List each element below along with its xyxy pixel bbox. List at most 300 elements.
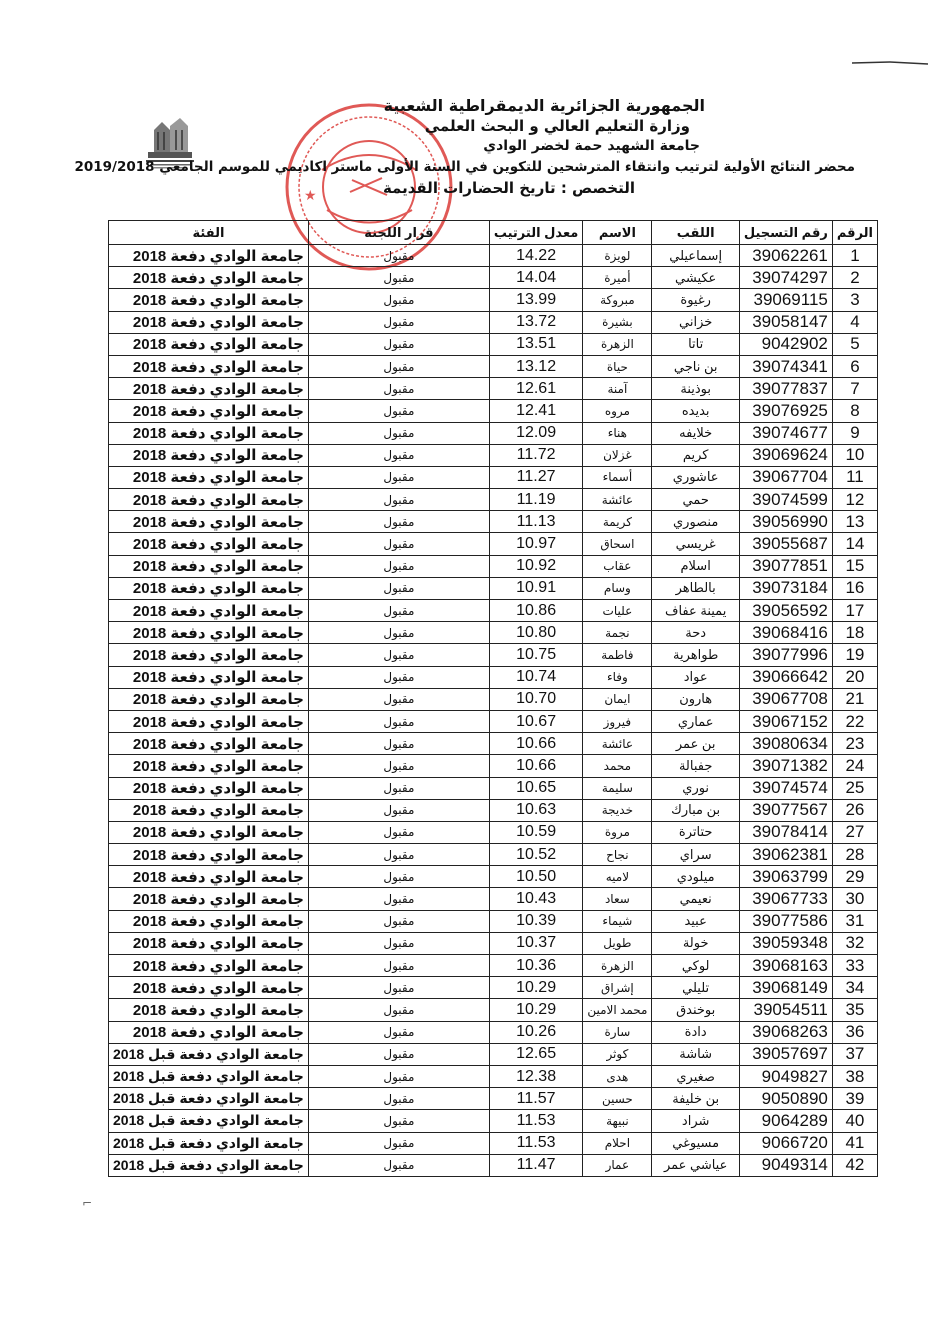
cell-category: جامعة الوادي دفعة 2018 [109, 311, 309, 333]
table-row [109, 355, 878, 377]
cell-first: فاطمة [583, 644, 652, 666]
cell-avg: 10.37 [489, 932, 582, 954]
cell-category: جامعة الوادي دفعة 2018 [109, 1021, 309, 1043]
cell-reg: 39057697 [739, 1043, 832, 1065]
cell-reg: 39074297 [739, 267, 832, 289]
table-row [109, 866, 878, 888]
cell-category: جامعة الوادي دفعة 2018 [109, 932, 309, 954]
cell-decision: مقبول [308, 866, 489, 888]
cell-first: وسام [583, 577, 652, 599]
cell-decision: مقبول [308, 400, 489, 422]
cell-first: عمار [583, 1154, 652, 1176]
cell-first: مبروكة [583, 289, 652, 311]
cell-first: مروه [583, 400, 652, 422]
cell-avg: 10.86 [489, 600, 582, 622]
cell-avg: 10.67 [489, 710, 582, 732]
university-title: جامعة الشهيد حمة لخضر الوادي [483, 138, 700, 154]
cell-last: عياشي عمر [652, 1154, 739, 1176]
table-row [109, 688, 878, 710]
cell-category: جامعة الوادي دفعة قبل 2018 [109, 1154, 309, 1176]
cell-avg: 10.29 [489, 977, 582, 999]
table-row [109, 444, 878, 466]
cell-reg: 39076925 [739, 400, 832, 422]
table-row [109, 400, 878, 422]
cell-category: جامعة الوادي دفعة 2018 [109, 955, 309, 977]
cell-num: 11 [832, 466, 877, 488]
document-title: محضر النتائج الأولية لترتيب وانتقاء المترشحين للتكوين في السنة الأولى ماستر اكاديمي للموسم الجامعي 2019/2018 [74, 159, 855, 175]
cell-avg: 11.57 [489, 1088, 582, 1110]
cell-first: حياة [583, 355, 652, 377]
cell-first: إشراق [583, 977, 652, 999]
table-row [109, 799, 878, 821]
cell-num: 8 [832, 400, 877, 422]
cell-category: جامعة الوادي دفعة 2018 [109, 577, 309, 599]
cell-num: 42 [832, 1154, 877, 1176]
table-row [109, 755, 878, 777]
cell-decision: مقبول [308, 733, 489, 755]
cell-last: اسلام [652, 555, 739, 577]
table-row [109, 600, 878, 622]
cell-decision: مقبول [308, 910, 489, 932]
cell-reg: 39067733 [739, 888, 832, 910]
cell-last: مسيوغي [652, 1132, 739, 1154]
cell-last: شاشة [652, 1043, 739, 1065]
cell-decision: مقبول [308, 888, 489, 910]
cell-category: جامعة الوادي دفعة 2018 [109, 422, 309, 444]
table-row [109, 466, 878, 488]
cell-decision: مقبول [308, 1154, 489, 1176]
cell-decision: مقبول [308, 932, 489, 954]
cell-reg: 39056990 [739, 511, 832, 533]
cell-decision: مقبول [308, 555, 489, 577]
cell-decision: مقبول [308, 600, 489, 622]
cell-num: 39 [832, 1088, 877, 1110]
cell-num: 30 [832, 888, 877, 910]
cell-decision: مقبول [308, 977, 489, 999]
cell-avg: 11.19 [489, 489, 582, 511]
cell-avg: 10.63 [489, 799, 582, 821]
header-decision: قرار اللجنة [308, 221, 489, 245]
cell-first: حسين [583, 1088, 652, 1110]
cell-reg: 39074341 [739, 355, 832, 377]
cell-category: جامعة الوادي دفعة 2018 [109, 666, 309, 688]
cell-first: احلام [583, 1132, 652, 1154]
cell-reg: 9064289 [739, 1110, 832, 1132]
cell-first: هدى [583, 1065, 652, 1087]
cell-first: أميرة [583, 267, 652, 289]
cell-decision: مقبول [308, 688, 489, 710]
table-row [109, 710, 878, 732]
cell-reg: 39067704 [739, 466, 832, 488]
table-row [109, 1043, 878, 1065]
table-row [109, 577, 878, 599]
table-row [109, 999, 878, 1021]
cell-last: رغيوة [652, 289, 739, 311]
cell-decision: مقبول [308, 1043, 489, 1065]
cell-decision: مقبول [308, 777, 489, 799]
cell-category: جامعة الوادي دفعة 2018 [109, 289, 309, 311]
cell-avg: 10.66 [489, 755, 582, 777]
cell-category: جامعة الوادي دفعة 2018 [109, 710, 309, 732]
cell-decision: مقبول [308, 710, 489, 732]
cell-avg: 12.09 [489, 422, 582, 444]
table-row [109, 733, 878, 755]
cell-num: 7 [832, 378, 877, 400]
cell-first: بشيرة [583, 311, 652, 333]
cell-first: طويل [583, 932, 652, 954]
cell-reg: 9050890 [739, 1088, 832, 1110]
cell-avg: 13.51 [489, 333, 582, 355]
cell-decision: مقبول [308, 245, 489, 267]
cell-category: جامعة الوادي دفعة 2018 [109, 977, 309, 999]
cell-category: جامعة الوادي دفعة 2018 [109, 622, 309, 644]
cell-avg: 14.22 [489, 245, 582, 267]
cell-last: خلايفه [652, 422, 739, 444]
cell-first: لاميه [583, 866, 652, 888]
cell-reg: 39071382 [739, 755, 832, 777]
cell-avg: 10.75 [489, 644, 582, 666]
cell-avg: 10.65 [489, 777, 582, 799]
cell-reg: 39068149 [739, 977, 832, 999]
cell-category: جامعة الوادي دفعة 2018 [109, 333, 309, 355]
cell-num: 32 [832, 932, 877, 954]
cell-num: 35 [832, 999, 877, 1021]
cell-reg: 39077567 [739, 799, 832, 821]
cell-reg: 39078414 [739, 821, 832, 843]
cell-last: نوري [652, 777, 739, 799]
table-row [109, 910, 878, 932]
cell-last: عاشوري [652, 466, 739, 488]
cell-last: بن ناجي [652, 355, 739, 377]
cell-last: صغيري [652, 1065, 739, 1087]
cell-decision: مقبول [308, 999, 489, 1021]
cell-num: 28 [832, 844, 877, 866]
cell-first: عائشة [583, 489, 652, 511]
cell-last: شراد [652, 1110, 739, 1132]
table-row [109, 378, 878, 400]
cell-num: 19 [832, 644, 877, 666]
cell-first: لويزة [583, 245, 652, 267]
cell-category: جامعة الوادي دفعة 2018 [109, 888, 309, 910]
cell-last: يمينة عفاف [652, 600, 739, 622]
cell-reg: 39067152 [739, 710, 832, 732]
cell-avg: 11.53 [489, 1132, 582, 1154]
scan-mark-line [850, 58, 930, 66]
cell-first: كوثر [583, 1043, 652, 1065]
cell-category: جامعة الوادي دفعة 2018 [109, 910, 309, 932]
cell-first: الزهرة [583, 955, 652, 977]
cell-first: آمنة [583, 378, 652, 400]
cell-num: 14 [832, 533, 877, 555]
cell-avg: 12.38 [489, 1065, 582, 1087]
table-row [109, 1021, 878, 1043]
cell-last: إسماعيلي [652, 245, 739, 267]
cell-num: 38 [832, 1065, 877, 1087]
cell-num: 4 [832, 311, 877, 333]
cell-last: ميلودي [652, 866, 739, 888]
cell-avg: 10.74 [489, 666, 582, 688]
cell-category: جامعة الوادي دفعة 2018 [109, 844, 309, 866]
republic-title: الجمهورية الجزائرية الديمقراطية الشعبية [383, 96, 705, 115]
cell-category: جامعة الوادي دفعة 2018 [109, 821, 309, 843]
cell-num: 25 [832, 777, 877, 799]
cell-last: كريم [652, 444, 739, 466]
cell-reg: 39074677 [739, 422, 832, 444]
cell-first: نجمة [583, 622, 652, 644]
cell-last: لوكي [652, 955, 739, 977]
cell-decision: مقبول [308, 666, 489, 688]
cell-decision: مقبول [308, 355, 489, 377]
cell-reg: 39074574 [739, 777, 832, 799]
cell-last: عكيشي [652, 267, 739, 289]
cell-avg: 12.65 [489, 1043, 582, 1065]
cell-first: الزهرة [583, 333, 652, 355]
cell-first: غزلان [583, 444, 652, 466]
cell-num: 16 [832, 577, 877, 599]
cell-avg: 10.43 [489, 888, 582, 910]
cell-category: جامعة الوادي دفعة 2018 [109, 688, 309, 710]
cell-last: عواد [652, 666, 739, 688]
cell-num: 13 [832, 511, 877, 533]
cell-avg: 14.04 [489, 267, 582, 289]
cell-num: 41 [832, 1132, 877, 1154]
cell-avg: 13.72 [489, 311, 582, 333]
cell-first: شيماء [583, 910, 652, 932]
cell-decision: مقبول [308, 1065, 489, 1087]
table-row [109, 267, 878, 289]
cell-decision: مقبول [308, 333, 489, 355]
cell-category: جامعة الوادي دفعة 2018 [109, 600, 309, 622]
cell-reg: 39068263 [739, 1021, 832, 1043]
cell-reg: 39059348 [739, 932, 832, 954]
table-row [109, 666, 878, 688]
cell-decision: مقبول [308, 444, 489, 466]
cell-avg: 10.50 [489, 866, 582, 888]
cell-reg: 39063799 [739, 866, 832, 888]
cell-first: خديجة [583, 799, 652, 821]
header-first: الاسم [583, 221, 652, 245]
cell-num: 21 [832, 688, 877, 710]
cell-num: 5 [832, 333, 877, 355]
cell-num: 23 [832, 733, 877, 755]
cell-avg: 11.13 [489, 511, 582, 533]
cell-decision: مقبول [308, 489, 489, 511]
cell-decision: مقبول [308, 622, 489, 644]
cell-num: 12 [832, 489, 877, 511]
cell-avg: 10.92 [489, 555, 582, 577]
cell-avg: 13.99 [489, 289, 582, 311]
table-row [109, 245, 878, 267]
cell-category: جامعة الوادي دفعة قبل 2018 [109, 1065, 309, 1087]
cell-num: 33 [832, 955, 877, 977]
cell-last: نعيمي [652, 888, 739, 910]
cell-category: جامعة الوادي دفعة 2018 [109, 555, 309, 577]
cell-category: جامعة الوادي دفعة 2018 [109, 533, 309, 555]
cell-decision: مقبول [308, 821, 489, 843]
cell-first: فيروز [583, 710, 652, 732]
cell-decision: مقبول [308, 533, 489, 555]
cell-category: جامعة الوادي دفعة 2018 [109, 355, 309, 377]
cell-first: وفاء [583, 666, 652, 688]
cell-first: محمد [583, 755, 652, 777]
cell-first: عليات [583, 600, 652, 622]
cell-first: كريمة [583, 511, 652, 533]
cell-reg: 39054511 [739, 999, 832, 1021]
cell-category: جامعة الوادي دفعة 2018 [109, 400, 309, 422]
cell-num: 36 [832, 1021, 877, 1043]
cell-avg: 10.91 [489, 577, 582, 599]
cell-num: 37 [832, 1043, 877, 1065]
table-row [109, 1088, 878, 1110]
cell-last: حمي [652, 489, 739, 511]
cell-num: 29 [832, 866, 877, 888]
table-row [109, 555, 878, 577]
table-row [109, 777, 878, 799]
cell-reg: 39077996 [739, 644, 832, 666]
cell-category: جامعة الوادي دفعة 2018 [109, 267, 309, 289]
cell-decision: مقبول [308, 1110, 489, 1132]
cell-last: بن عمر [652, 733, 739, 755]
cell-last: غريسي [652, 533, 739, 555]
table-row [109, 1065, 878, 1087]
cell-num: 15 [832, 555, 877, 577]
table-row [109, 489, 878, 511]
cell-decision: مقبول [308, 378, 489, 400]
cell-decision: مقبول [308, 799, 489, 821]
cell-reg: 39062261 [739, 245, 832, 267]
cell-last: بالطاهر [652, 577, 739, 599]
cell-num: 6 [832, 355, 877, 377]
cell-first: نبيهة [583, 1110, 652, 1132]
table-row [109, 289, 878, 311]
cell-num: 2 [832, 267, 877, 289]
cell-reg: 39074599 [739, 489, 832, 511]
cell-decision: مقبول [308, 844, 489, 866]
table-row [109, 422, 878, 444]
cell-decision: مقبول [308, 466, 489, 488]
table-row [109, 932, 878, 954]
cell-reg: 39068163 [739, 955, 832, 977]
cell-avg: 10.80 [489, 622, 582, 644]
cell-last: بن خليفة [652, 1088, 739, 1110]
cell-last: بديده [652, 400, 739, 422]
cell-last: طواهرية [652, 644, 739, 666]
table-row [109, 1132, 878, 1154]
cell-reg: 39062381 [739, 844, 832, 866]
cell-reg: 39077851 [739, 555, 832, 577]
cell-decision: مقبول [308, 955, 489, 977]
cell-decision: مقبول [308, 1021, 489, 1043]
cell-num: 17 [832, 600, 877, 622]
cell-num: 10 [832, 444, 877, 466]
table-row [109, 888, 878, 910]
cell-reg: 39069624 [739, 444, 832, 466]
cell-reg: 39056592 [739, 600, 832, 622]
cell-category: جامعة الوادي دفعة 2018 [109, 466, 309, 488]
cell-avg: 10.97 [489, 533, 582, 555]
cell-decision: مقبول [308, 267, 489, 289]
cell-avg: 10.29 [489, 999, 582, 1021]
cell-category: جامعة الوادي دفعة 2018 [109, 644, 309, 666]
cell-last: خولة [652, 932, 739, 954]
cell-first: محمد الامين [583, 999, 652, 1021]
cell-category: جامعة الوادي دفعة 2018 [109, 866, 309, 888]
cell-category: جامعة الوادي دفعة 2018 [109, 999, 309, 1021]
cell-last: دادة [652, 1021, 739, 1043]
cell-decision: مقبول [308, 511, 489, 533]
cell-num: 24 [832, 755, 877, 777]
cell-avg: 10.36 [489, 955, 582, 977]
table-row [109, 844, 878, 866]
header-last: اللقب [652, 221, 739, 245]
cell-last: عماري [652, 710, 739, 732]
cell-num: 18 [832, 622, 877, 644]
cell-category: جامعة الوادي دفعة 2018 [109, 489, 309, 511]
cell-category: جامعة الوادي دفعة 2018 [109, 444, 309, 466]
cell-first: سليمة [583, 777, 652, 799]
document-header [74, 96, 855, 198]
cell-category: جامعة الوادي دفعة قبل 2018 [109, 1110, 309, 1132]
cell-num: 31 [832, 910, 877, 932]
cell-category: جامعة الوادي دفعة قبل 2018 [109, 1043, 309, 1065]
cell-reg: 39058147 [739, 311, 832, 333]
cell-last: تليلي [652, 977, 739, 999]
cell-decision: مقبول [308, 311, 489, 333]
cell-num: 1 [832, 245, 877, 267]
header-num: الرقم [832, 221, 877, 245]
cell-avg: 10.59 [489, 821, 582, 843]
cell-avg: 12.41 [489, 400, 582, 422]
cell-first: ايمان [583, 688, 652, 710]
cell-avg: 13.12 [489, 355, 582, 377]
header-category: الفئة [109, 221, 309, 245]
table-row [109, 311, 878, 333]
header-reg: رقم التسجيل [739, 221, 832, 245]
cell-decision: مقبول [308, 422, 489, 444]
cell-last: بوذينة [652, 378, 739, 400]
cell-avg: 10.70 [489, 688, 582, 710]
cell-first: سارة [583, 1021, 652, 1043]
cell-category: جامعة الوادي دفعة 2018 [109, 511, 309, 533]
table-row [109, 644, 878, 666]
cell-last: دحة [652, 622, 739, 644]
cell-first: عائشة [583, 733, 652, 755]
cell-avg: 10.26 [489, 1021, 582, 1043]
cell-reg: 39080634 [739, 733, 832, 755]
svg-text:★: ★ [304, 188, 317, 204]
cell-reg: 39073184 [739, 577, 832, 599]
cell-last: بوخندق [652, 999, 739, 1021]
cell-reg: 39077586 [739, 910, 832, 932]
table-row [109, 977, 878, 999]
cell-decision: مقبول [308, 1132, 489, 1154]
cell-last: سراي [652, 844, 739, 866]
cell-last: عبيد [652, 910, 739, 932]
cell-avg: 11.72 [489, 444, 582, 466]
table-row [109, 1154, 878, 1176]
cell-category: جامعة الوادي دفعة 2018 [109, 777, 309, 799]
cell-reg: 39069115 [739, 289, 832, 311]
cell-first: سعاد [583, 888, 652, 910]
cell-last: منصوري [652, 511, 739, 533]
cell-last: حتاترة [652, 821, 739, 843]
cell-reg: 9042902 [739, 333, 832, 355]
table-row [109, 955, 878, 977]
cell-category: جامعة الوادي دفعة 2018 [109, 733, 309, 755]
cell-reg: 39068416 [739, 622, 832, 644]
cell-first: اسحاق [583, 533, 652, 555]
cell-category: جامعة الوادي دفعة 2018 [109, 378, 309, 400]
